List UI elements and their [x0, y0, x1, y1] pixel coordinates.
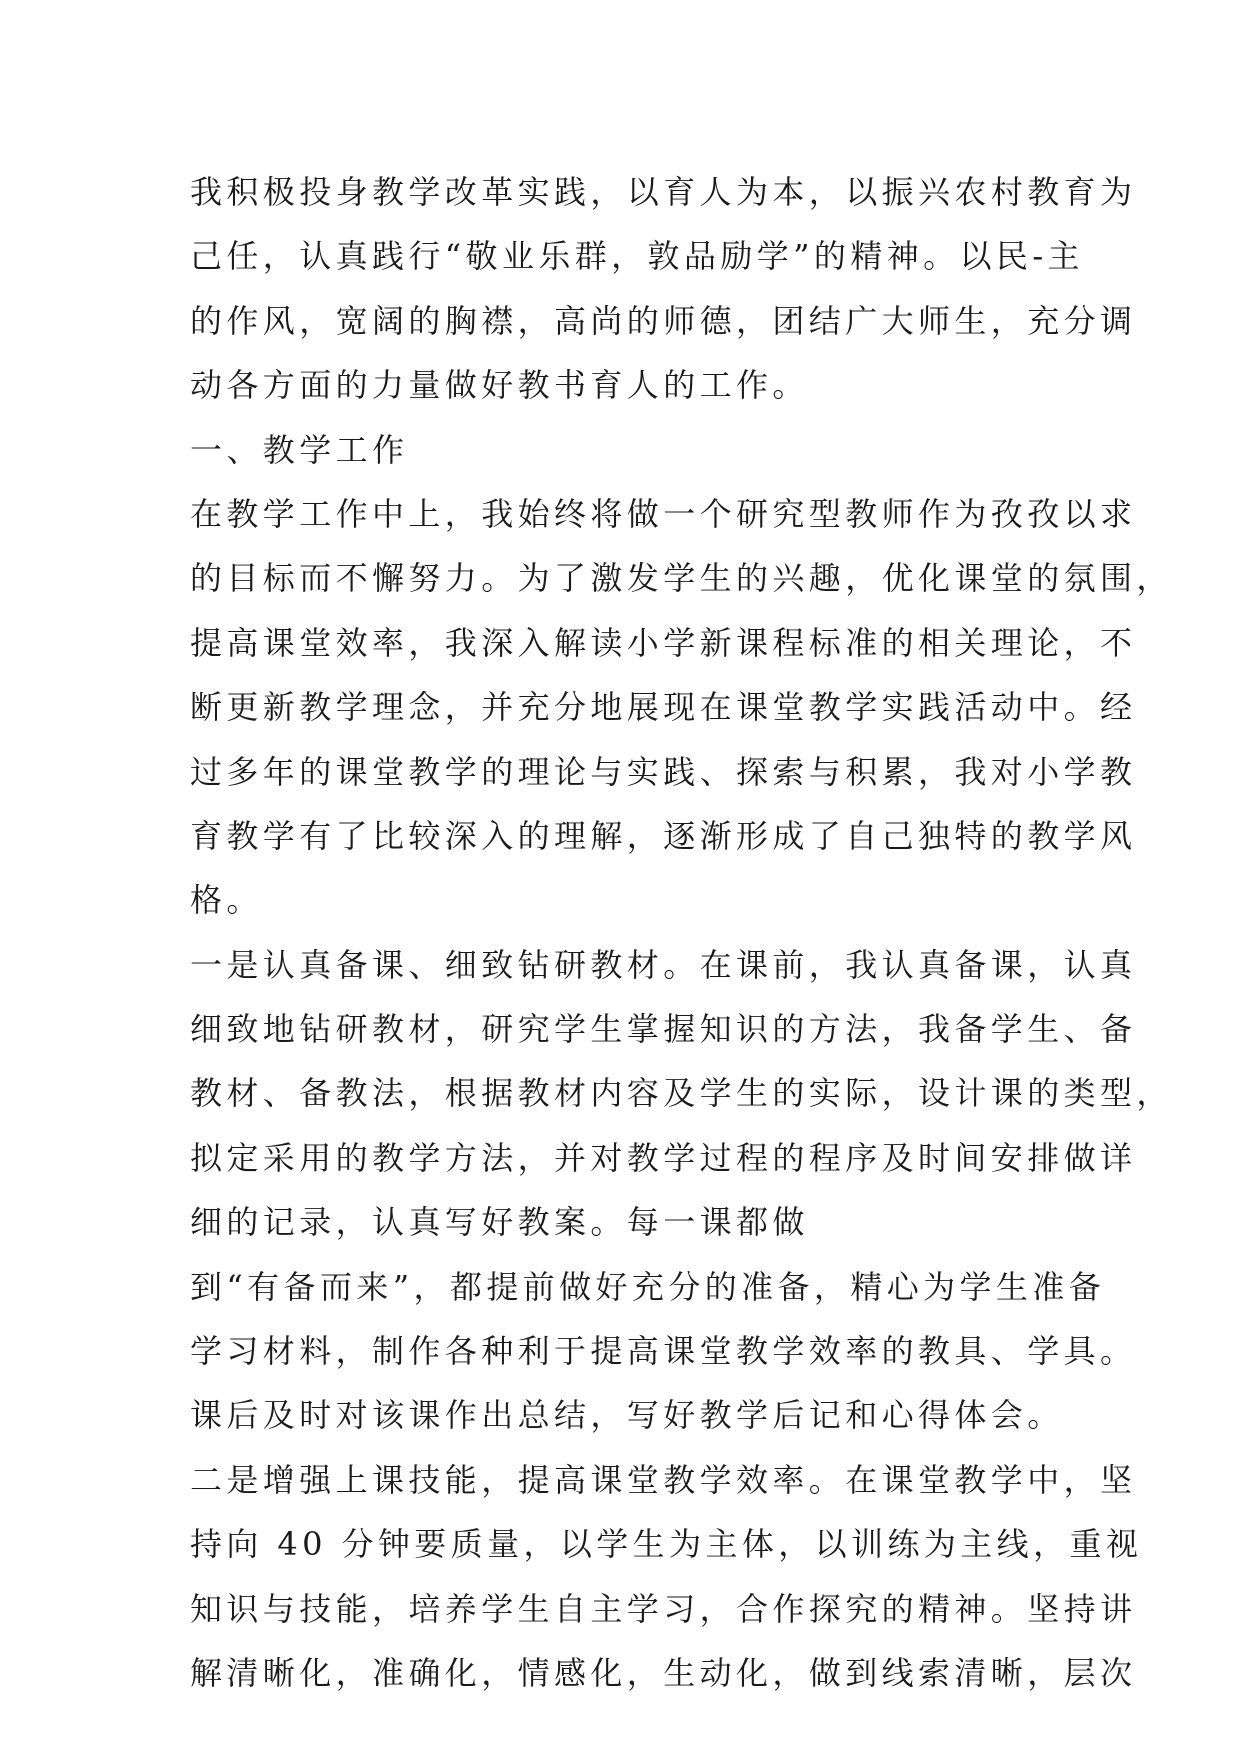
text-line: 在教学工作中上，我始终将做一个研究型教师作为孜孜以求 [190, 494, 1137, 533]
text-line: 断更新教学理念，并充分地展现在课堂教学实践活动中。经 [190, 688, 1137, 727]
text-line: 己任，认真践行“敬业乐群，敦品励学”的精神。以民-主 [190, 237, 1084, 276]
text-line: 的目标而不懈努力。为了激发学生的兴趣，优化课堂的氛围， [190, 559, 1173, 598]
text-line: 的作风，宽阔的胸襟，高尚的师德，团结广大师生，充分调 [190, 301, 1137, 340]
text-line: 我积极投身教学改革实践，以育人为本，以振兴农村教育为 [190, 173, 1137, 211]
text-line: 过多年的课堂教学的理论与实践、探索与积累，我对小学教 [190, 752, 1137, 791]
text-line: 持向 40 分钟要质量，以学生为主体，以训练为主线，重视 [190, 1525, 1143, 1564]
text-line: 动各方面的力量做好教书育人的工作。 [190, 366, 809, 405]
text-line: 拟定采用的教学方法，并对教学过程的程序及时间安排做详 [190, 1138, 1137, 1177]
text-line: 知识与技能，培养学生自主学习，合作探究的精神。坚持讲 [190, 1589, 1137, 1628]
text-line: 一是认真备课、细致钻研教材。在课前，我认真备课，认真 [190, 945, 1137, 984]
text-line: 教材、备教法，根据教材内容及学生的实际，设计课的类型， [190, 1074, 1173, 1113]
text-line: 课后及时对该课作出总结，写好教学后记和心得体会。 [190, 1396, 1064, 1435]
text-line: 细致地钻研教材，研究学生掌握知识的方法，我备学生、备 [190, 1010, 1137, 1049]
text-line: 细的记录，认真写好教案。每一课都做 [190, 1203, 809, 1242]
text-line: 解清晰化，准确化，情感化，生动化，做到线索清晰，层次 [190, 1653, 1137, 1692]
text-line: 学习材料，制作各种利于提高课堂教学效率的教具、学具。 [190, 1332, 1137, 1371]
text-line: 提高课堂效率，我深入解读小学新课程标准的相关理论，不 [190, 623, 1137, 662]
text-line: 育教学有了比较深入的理解，逐渐形成了自己独特的教学风 [190, 816, 1137, 855]
text-line: 到“有备而来”，都提前做好充分的准备，精心为学生准备 [190, 1267, 1106, 1306]
text-line: 格。 [190, 881, 263, 920]
text-line: 二是增强上课技能，提高课堂教学效率。在课堂教学中，坚 [190, 1460, 1137, 1499]
body-text [190, 160, 1173, 1705]
section-heading: 一、教学工作 [190, 430, 409, 469]
